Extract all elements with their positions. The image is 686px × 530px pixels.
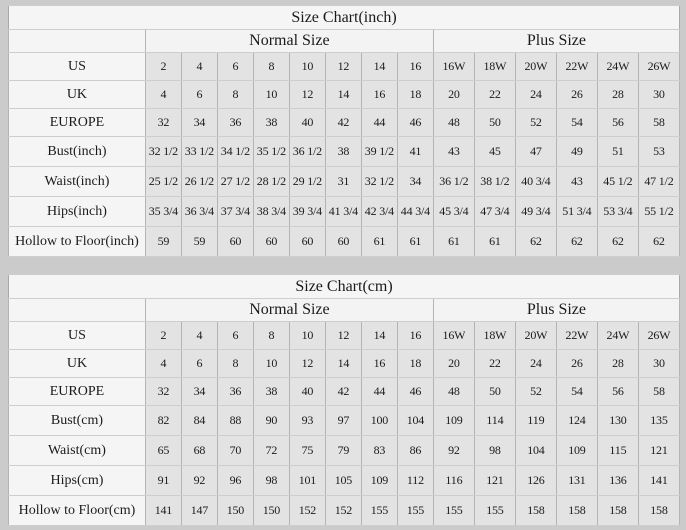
size-cell: 49 bbox=[556, 137, 597, 167]
size-cell: 32 1/2 bbox=[145, 137, 181, 167]
size-cell: 131 bbox=[556, 466, 597, 496]
size-cell: 38 bbox=[253, 378, 289, 406]
size-cell: 36 1/2 bbox=[433, 167, 474, 197]
size-cell: 39 1/2 bbox=[361, 137, 397, 167]
size-cell: 65 bbox=[145, 436, 181, 466]
size-cell: 158 bbox=[515, 496, 556, 526]
size-cell: 22 bbox=[474, 81, 515, 109]
row-label: US bbox=[9, 53, 146, 81]
size-cell: 51 3/4 bbox=[556, 197, 597, 227]
size-cell: 14 bbox=[361, 53, 397, 81]
table-row bbox=[9, 81, 680, 109]
size-cell: 49 3/4 bbox=[515, 197, 556, 227]
table-row bbox=[9, 53, 680, 81]
size-cell: 40 3/4 bbox=[515, 167, 556, 197]
size-cell: 46 bbox=[397, 378, 433, 406]
table-row bbox=[9, 350, 680, 378]
size-cell: 47 3/4 bbox=[474, 197, 515, 227]
size-cell: 20W bbox=[515, 322, 556, 350]
size-cell: 12 bbox=[325, 53, 361, 81]
size-cell: 105 bbox=[325, 466, 361, 496]
size-cell: 26W bbox=[638, 53, 679, 81]
size-cell: 62 bbox=[515, 227, 556, 257]
size-cell: 36 1/2 bbox=[289, 137, 325, 167]
row-label: Hips(inch) bbox=[9, 197, 146, 227]
size-cell: 97 bbox=[325, 406, 361, 436]
size-cell: 41 3/4 bbox=[325, 197, 361, 227]
size-cell: 130 bbox=[597, 406, 638, 436]
size-cell: 16 bbox=[397, 53, 433, 81]
size-cell: 100 bbox=[361, 406, 397, 436]
size-cell: 44 bbox=[361, 378, 397, 406]
size-cell: 12 bbox=[289, 81, 325, 109]
size-cell: 46 bbox=[397, 109, 433, 137]
size-cell: 28 1/2 bbox=[253, 167, 289, 197]
size-cell: 26 1/2 bbox=[181, 167, 217, 197]
size-cell: 18 bbox=[397, 81, 433, 109]
table-title-row bbox=[9, 275, 680, 299]
size-cell: 24 bbox=[515, 81, 556, 109]
size-chart-cm-table bbox=[8, 274, 680, 526]
size-cell: 84 bbox=[181, 406, 217, 436]
size-cell: 43 bbox=[556, 167, 597, 197]
size-cell: 18W bbox=[474, 322, 515, 350]
size-cell: 101 bbox=[289, 466, 325, 496]
size-cell: 18W bbox=[474, 53, 515, 81]
size-cell: 25 1/2 bbox=[145, 167, 181, 197]
size-cell: 16 bbox=[361, 81, 397, 109]
size-cell: 121 bbox=[474, 466, 515, 496]
size-cell: 2 bbox=[145, 53, 181, 81]
size-cell: 4 bbox=[145, 350, 181, 378]
table-row bbox=[9, 109, 680, 137]
size-cell: 96 bbox=[217, 466, 253, 496]
size-cell: 79 bbox=[325, 436, 361, 466]
size-cell: 42 3/4 bbox=[361, 197, 397, 227]
size-cell: 30 bbox=[638, 81, 679, 109]
size-cell: 10 bbox=[253, 350, 289, 378]
size-cell: 124 bbox=[556, 406, 597, 436]
size-cell: 104 bbox=[397, 406, 433, 436]
row-label: Waist(cm) bbox=[9, 436, 146, 466]
size-cell: 12 bbox=[289, 350, 325, 378]
size-cell: 40 bbox=[289, 378, 325, 406]
size-cell: 88 bbox=[217, 406, 253, 436]
size-cell: 38 bbox=[325, 137, 361, 167]
table-title-row bbox=[9, 6, 680, 30]
size-cell: 27 1/2 bbox=[217, 167, 253, 197]
row-label: Bust(cm) bbox=[9, 406, 146, 436]
size-cell: 39 3/4 bbox=[289, 197, 325, 227]
row-label: EUROPE bbox=[9, 109, 146, 137]
size-cell: 24W bbox=[597, 53, 638, 81]
size-cell: 141 bbox=[145, 496, 181, 526]
size-cell: 20W bbox=[515, 53, 556, 81]
table-row bbox=[9, 466, 680, 496]
table-row bbox=[9, 167, 680, 197]
size-cell: 92 bbox=[181, 466, 217, 496]
row-label: Hollow to Floor(inch) bbox=[9, 227, 146, 257]
column-group-header: Normal Size bbox=[145, 299, 433, 322]
size-cell: 30 bbox=[638, 350, 679, 378]
row-label: EUROPE bbox=[9, 378, 146, 406]
row-label: UK bbox=[9, 81, 146, 109]
size-cell: 152 bbox=[325, 496, 361, 526]
table-row bbox=[9, 227, 680, 257]
size-cell: 155 bbox=[474, 496, 515, 526]
size-cell: 56 bbox=[597, 109, 638, 137]
size-cell: 51 bbox=[597, 137, 638, 167]
size-cell: 8 bbox=[253, 322, 289, 350]
size-cell: 43 bbox=[433, 137, 474, 167]
size-cell: 50 bbox=[474, 378, 515, 406]
size-cell: 26W bbox=[638, 322, 679, 350]
size-cell: 152 bbox=[289, 496, 325, 526]
size-cell: 59 bbox=[181, 227, 217, 257]
size-cell: 141 bbox=[638, 466, 679, 496]
size-cell: 45 bbox=[474, 137, 515, 167]
size-cell: 75 bbox=[289, 436, 325, 466]
size-cell: 20 bbox=[433, 81, 474, 109]
size-cell: 91 bbox=[145, 466, 181, 496]
size-cell: 8 bbox=[217, 81, 253, 109]
size-cell: 53 3/4 bbox=[597, 197, 638, 227]
size-cell: 32 bbox=[145, 378, 181, 406]
size-cell: 112 bbox=[397, 466, 433, 496]
size-cell: 24W bbox=[597, 322, 638, 350]
size-cell: 16W bbox=[433, 322, 474, 350]
size-cell: 6 bbox=[181, 81, 217, 109]
size-cell: 53 bbox=[638, 137, 679, 167]
size-cell: 47 1/2 bbox=[638, 167, 679, 197]
size-cell: 47 bbox=[515, 137, 556, 167]
size-cell: 48 bbox=[433, 109, 474, 137]
size-cell: 135 bbox=[638, 406, 679, 436]
size-cell: 50 bbox=[474, 109, 515, 137]
size-cell: 121 bbox=[638, 436, 679, 466]
size-cell: 72 bbox=[253, 436, 289, 466]
size-cell: 86 bbox=[397, 436, 433, 466]
size-cell: 35 1/2 bbox=[253, 137, 289, 167]
size-cell: 6 bbox=[217, 53, 253, 81]
size-cell: 109 bbox=[361, 466, 397, 496]
size-cell: 10 bbox=[289, 322, 325, 350]
size-cell: 36 bbox=[217, 109, 253, 137]
size-cell: 45 3/4 bbox=[433, 197, 474, 227]
size-cell: 26 bbox=[556, 350, 597, 378]
size-cell: 60 bbox=[325, 227, 361, 257]
size-cell: 16 bbox=[361, 350, 397, 378]
size-cell: 61 bbox=[397, 227, 433, 257]
size-cell: 35 3/4 bbox=[145, 197, 181, 227]
size-cell: 92 bbox=[433, 436, 474, 466]
size-cell: 14 bbox=[361, 322, 397, 350]
size-cell: 45 1/2 bbox=[597, 167, 638, 197]
table-row bbox=[9, 378, 680, 406]
size-cell: 44 bbox=[361, 109, 397, 137]
size-cell: 4 bbox=[145, 81, 181, 109]
size-cell: 109 bbox=[556, 436, 597, 466]
table-row bbox=[9, 496, 680, 526]
size-cell: 38 3/4 bbox=[253, 197, 289, 227]
size-cell: 20 bbox=[433, 350, 474, 378]
size-cell: 32 bbox=[145, 109, 181, 137]
size-cell: 82 bbox=[145, 406, 181, 436]
size-cell: 155 bbox=[361, 496, 397, 526]
column-group-header: Plus Size bbox=[433, 299, 679, 322]
size-cell: 150 bbox=[253, 496, 289, 526]
size-cell: 150 bbox=[217, 496, 253, 526]
row-label: US bbox=[9, 322, 146, 350]
size-cell: 158 bbox=[597, 496, 638, 526]
size-cell: 16 bbox=[397, 322, 433, 350]
size-cell: 104 bbox=[515, 436, 556, 466]
size-cell: 98 bbox=[253, 466, 289, 496]
corner-cell bbox=[9, 299, 146, 322]
size-cell: 61 bbox=[474, 227, 515, 257]
column-group-header: Plus Size bbox=[433, 30, 679, 53]
size-cell: 93 bbox=[289, 406, 325, 436]
size-cell: 12 bbox=[325, 322, 361, 350]
size-cell: 59 bbox=[145, 227, 181, 257]
size-cell: 56 bbox=[597, 378, 638, 406]
table-row bbox=[9, 406, 680, 436]
size-cell: 34 bbox=[181, 378, 217, 406]
row-label: Hips(cm) bbox=[9, 466, 146, 496]
size-cell: 8 bbox=[253, 53, 289, 81]
size-cell: 6 bbox=[181, 350, 217, 378]
size-cell: 2 bbox=[145, 322, 181, 350]
column-group-header: Normal Size bbox=[145, 30, 433, 53]
size-cell: 31 bbox=[325, 167, 361, 197]
size-cell: 22W bbox=[556, 53, 597, 81]
size-cell: 158 bbox=[638, 496, 679, 526]
size-cell: 60 bbox=[253, 227, 289, 257]
size-cell: 6 bbox=[217, 322, 253, 350]
row-label: Hollow to Floor(cm) bbox=[9, 496, 146, 526]
table-row bbox=[9, 137, 680, 167]
table-row bbox=[9, 436, 680, 466]
size-cell: 36 bbox=[217, 378, 253, 406]
size-cell: 38 bbox=[253, 109, 289, 137]
size-cell: 68 bbox=[181, 436, 217, 466]
table-title: Size Chart(inch) bbox=[9, 6, 680, 30]
size-cell: 60 bbox=[289, 227, 325, 257]
size-cell: 28 bbox=[597, 350, 638, 378]
size-cell: 147 bbox=[181, 496, 217, 526]
size-cell: 98 bbox=[474, 436, 515, 466]
size-cell: 58 bbox=[638, 378, 679, 406]
size-cell: 114 bbox=[474, 406, 515, 436]
size-cell: 52 bbox=[515, 378, 556, 406]
size-cell: 55 1/2 bbox=[638, 197, 679, 227]
size-cell: 62 bbox=[638, 227, 679, 257]
size-cell: 61 bbox=[433, 227, 474, 257]
corner-cell bbox=[9, 30, 146, 53]
size-cell: 90 bbox=[253, 406, 289, 436]
size-cell: 32 1/2 bbox=[361, 167, 397, 197]
size-cell: 42 bbox=[325, 109, 361, 137]
table-row bbox=[9, 197, 680, 227]
size-cell: 116 bbox=[433, 466, 474, 496]
size-cell: 155 bbox=[433, 496, 474, 526]
size-cell: 42 bbox=[325, 378, 361, 406]
size-cell: 62 bbox=[556, 227, 597, 257]
row-label: Waist(inch) bbox=[9, 167, 146, 197]
size-cell: 4 bbox=[181, 53, 217, 81]
size-cell: 62 bbox=[597, 227, 638, 257]
size-cell: 34 1/2 bbox=[217, 137, 253, 167]
size-cell: 136 bbox=[597, 466, 638, 496]
size-chart-inch-table bbox=[8, 5, 680, 257]
size-cell: 38 1/2 bbox=[474, 167, 515, 197]
size-cell: 33 1/2 bbox=[181, 137, 217, 167]
size-cell: 83 bbox=[361, 436, 397, 466]
size-cell: 115 bbox=[597, 436, 638, 466]
table-title: Size Chart(cm) bbox=[9, 275, 680, 299]
size-cell: 54 bbox=[556, 378, 597, 406]
size-cell: 29 1/2 bbox=[289, 167, 325, 197]
size-cell: 40 bbox=[289, 109, 325, 137]
size-cell: 54 bbox=[556, 109, 597, 137]
column-group-row bbox=[9, 30, 680, 53]
size-cell: 28 bbox=[597, 81, 638, 109]
size-cell: 8 bbox=[217, 350, 253, 378]
size-cell: 52 bbox=[515, 109, 556, 137]
size-cell: 22W bbox=[556, 322, 597, 350]
table-row bbox=[9, 322, 680, 350]
size-cell: 22 bbox=[474, 350, 515, 378]
size-cell: 58 bbox=[638, 109, 679, 137]
size-cell: 126 bbox=[515, 466, 556, 496]
size-cell: 10 bbox=[253, 81, 289, 109]
size-cell: 18 bbox=[397, 350, 433, 378]
size-cell: 155 bbox=[397, 496, 433, 526]
size-cell: 26 bbox=[556, 81, 597, 109]
row-label: UK bbox=[9, 350, 146, 378]
size-cell: 109 bbox=[433, 406, 474, 436]
size-cell: 119 bbox=[515, 406, 556, 436]
size-cell: 10 bbox=[289, 53, 325, 81]
size-cell: 36 3/4 bbox=[181, 197, 217, 227]
size-cell: 158 bbox=[556, 496, 597, 526]
size-cell: 4 bbox=[181, 322, 217, 350]
row-label: Bust(inch) bbox=[9, 137, 146, 167]
size-cell: 34 bbox=[181, 109, 217, 137]
column-group-row bbox=[9, 299, 680, 322]
size-cell: 48 bbox=[433, 378, 474, 406]
size-cell: 14 bbox=[325, 81, 361, 109]
size-cell: 60 bbox=[217, 227, 253, 257]
size-cell: 37 3/4 bbox=[217, 197, 253, 227]
size-cell: 44 3/4 bbox=[397, 197, 433, 227]
size-cell: 41 bbox=[397, 137, 433, 167]
size-cell: 34 bbox=[397, 167, 433, 197]
size-cell: 61 bbox=[361, 227, 397, 257]
size-cell: 16W bbox=[433, 53, 474, 81]
size-cell: 70 bbox=[217, 436, 253, 466]
size-cell: 14 bbox=[325, 350, 361, 378]
size-cell: 24 bbox=[515, 350, 556, 378]
